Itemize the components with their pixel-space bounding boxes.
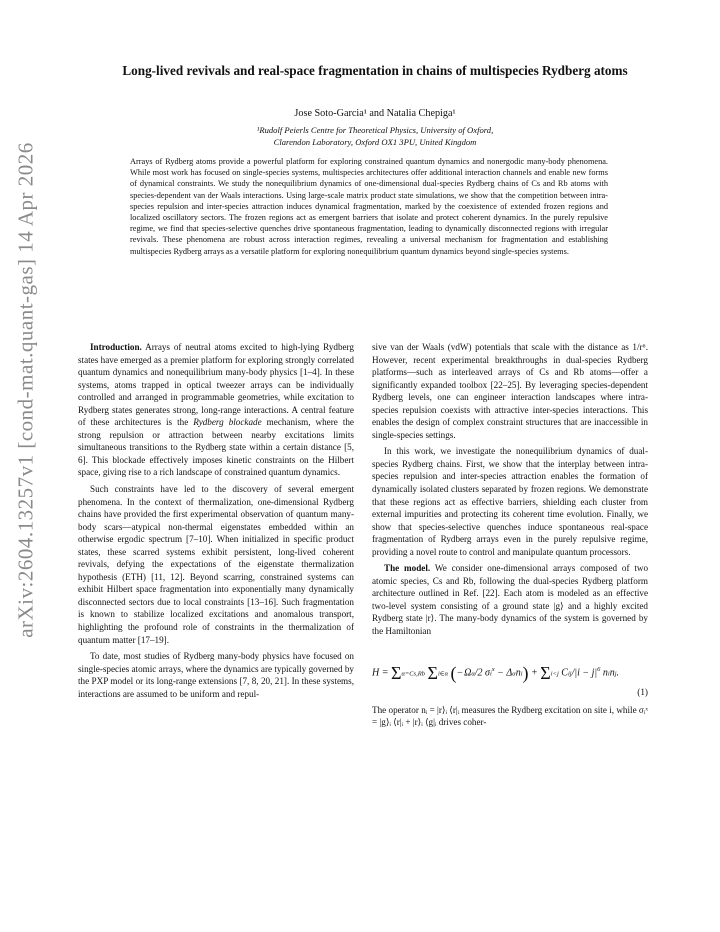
introduction-heading: Introduction. <box>90 342 142 352</box>
rydberg-blockade-term: Rydberg blockade <box>193 417 262 428</box>
paper-title: Long-lived revivals and real-space fragmentation in chains of multispecies Rydberg atoms <box>122 63 628 78</box>
right-column <box>372 341 648 733</box>
model-paragraph <box>372 562 648 637</box>
arxiv-identifier: arXiv:2604.13257v1 [cond-mat.quant-gas] 14 Apr 2026 <box>13 142 38 638</box>
intro-paragraph-2: Such constraints have led to the discovery of several emergent phenomena. In the context of thermalization, one-dimensional Rydberg chains have provided the first experimental observation of quantum many-body scars—atypical non-thermal eigenstates embedded within an otherwise ergodic spectrum [7–10]. When initialized in specific product states, these scarred systems exhibit persistent, long-lived coherent revivals, defying the expectations of the eigenstate thermalization hypothesis (ETH) [11, 12]. Beyond scarring, constrained systems can exhibit Hilbert space fragmentation into exponentially many dynamically disconnected sectors due to local constraints [13–16]. Such fragmentation is known to stabilize localized excitations and anomalous transport, highlighting the profound role of constraints in the thermalization of quantum matter [17–19]. <box>78 484 354 645</box>
intro-paragraph-5: In this work, we investigate the nonequilibrium dynamics of dual-species Rydberg chains. First, we show that the interplay between intra-species repulsion and inter-species attraction enables the formation of dynamically isolated clusters separated by frozen regions. We demonstrate that these regions act as effective barriers, shielding each cluster from external impurities and protecting its coherent time evolution. Finally, we show that species-selective quenches induce spontaneous real-space fragmentation of Rydberg arrays even in the purely repulsive regime, providing a novel route to control and manipulate quantum processors. <box>372 446 648 557</box>
affiliation-line-1: ¹Rudolf Peierls Centre for Theoretical Physics, University of Oxford, <box>256 125 494 135</box>
operator-paragraph: The operator nᵢ = |r⟩ᵢ ⟨r|ᵢ measures the Rydberg excitation on site i, while σᵢˣ = |g⟩ᵢ ⟨r|ᵢ + |r⟩ᵢ ⟨g|ᵢ drives coher- <box>372 704 648 728</box>
model-text: We consider one-dimensional arrays composed of two atomic species, Cs and Rb, following the dual-species Rydberg platform architecture outlined in Ref. [22]. Each atom is modeled as an effective two-level system consisting of a ground state |g⟩ and a highly excited Rydberg state |r⟩. The many-body dynamics of the system is governed by the Hamiltonian <box>372 563 649 637</box>
equation-number: (1) <box>637 686 648 697</box>
affiliation <box>75 124 675 148</box>
intro-paragraph-4: sive van der Waals (vdW) potentials that scale with the distance as 1/r⁶. However, recent experimental breakthroughs in dual-species Rydberg platforms—such as interleaved arrays of Cs and Rb atoms—offer a significantly expanded toolbox [22–25]. By leveraging species-dependent Rydberg levels, one can engineer interaction landscapes where intra-species repulsion coexists with attractive inter-species interactions. This enables the design of complex constraint structures that are inaccessible in single-species settings. <box>372 342 648 440</box>
affiliation-line-2: Clarendon Laboratory, Oxford OX1 3PU, United Kingdom <box>273 137 477 147</box>
hamiltonian-equation <box>372 652 648 700</box>
model-heading: The model. <box>384 563 431 574</box>
intro-text-a: Arrays of neutral atoms excited to high-lying Rydberg states have emerged as a premier platform for exploring strongly correlated quantum dynamics and nonequilibrium many-body physics [1–4]. In these systems, atoms trapped in optical tweezer arrays can be individually controlled and arranged in programmable geometries, while excitation to Rydberg states generates strong, long-range interactions. A central feature of these architectures is the <box>78 342 354 428</box>
hamiltonian-formula: H = Σα=Cs,Rb Σi∈α (− Ωα/2 $\sigma i^x - \Delta\alpha ni) + \Sigma i<j$ $Cij/|i - j|^6$ ninj. <box>372 662 620 683</box>
author-list: Jose Soto-Garcia¹ and Natalia Chepiga¹ <box>294 108 456 119</box>
left-column <box>78 341 354 704</box>
intro-paragraph-1 <box>78 341 354 479</box>
intro-text-b: mechanism, where the strong repulsion or attraction between nearby excitations limits simultaneous transitions to the Rydberg state within a certain distance [5, 6]. This blockade effectively imposes kinetic constraints on the Hilbert space, giving rise to a rich landscape of constrained quantum dynamics. <box>78 417 354 478</box>
abstract: Arrays of Rydberg atoms provide a powerful platform for exploring constrained quantum dynamics and nonergodic many-body phenomena. While most work has focused on single-species systems, multispecies architectures offer additional interaction channels and enable new forms of dynamical constraints. We study the nonequilibrium dynamics of one-dimensional dual-species Rydberg chains of Cs and Rb atoms with species-dependent van der Waals interactions. Using large-scale matrix product state simulations, we show that the competition between intra-species repulsion and inter-species attraction induces dynamical fragmentation, marked by the coexistence of extended frozen regions and localized oscillatory sectors. The frozen regions act as emergent barriers that isolate and protect coherent dynamics. In the purely repulsive regime, we find that species-selective quenches drive spontaneous fragmentation, leading to dynamically disconnected regions with irregular revivals. These phenomena are robust across interaction regimes, revealing a universal mechanism for fragmentation and establishing multispecies Rydberg arrays as a versatile platform for exploring nonequilibrium quantum dynamics beyond single-species systems. <box>130 157 608 256</box>
arxiv-sidebar <box>6 90 46 690</box>
intro-paragraph-3: To date, most studies of Rydberg many-body physics have focused on single-species atomic arrays, where the dynamics are typically governed by the PXP model or its long-range extensions [7, 8, 20, 21]. In these systems, interactions are assumed to be uniform and repul- <box>78 651 354 699</box>
